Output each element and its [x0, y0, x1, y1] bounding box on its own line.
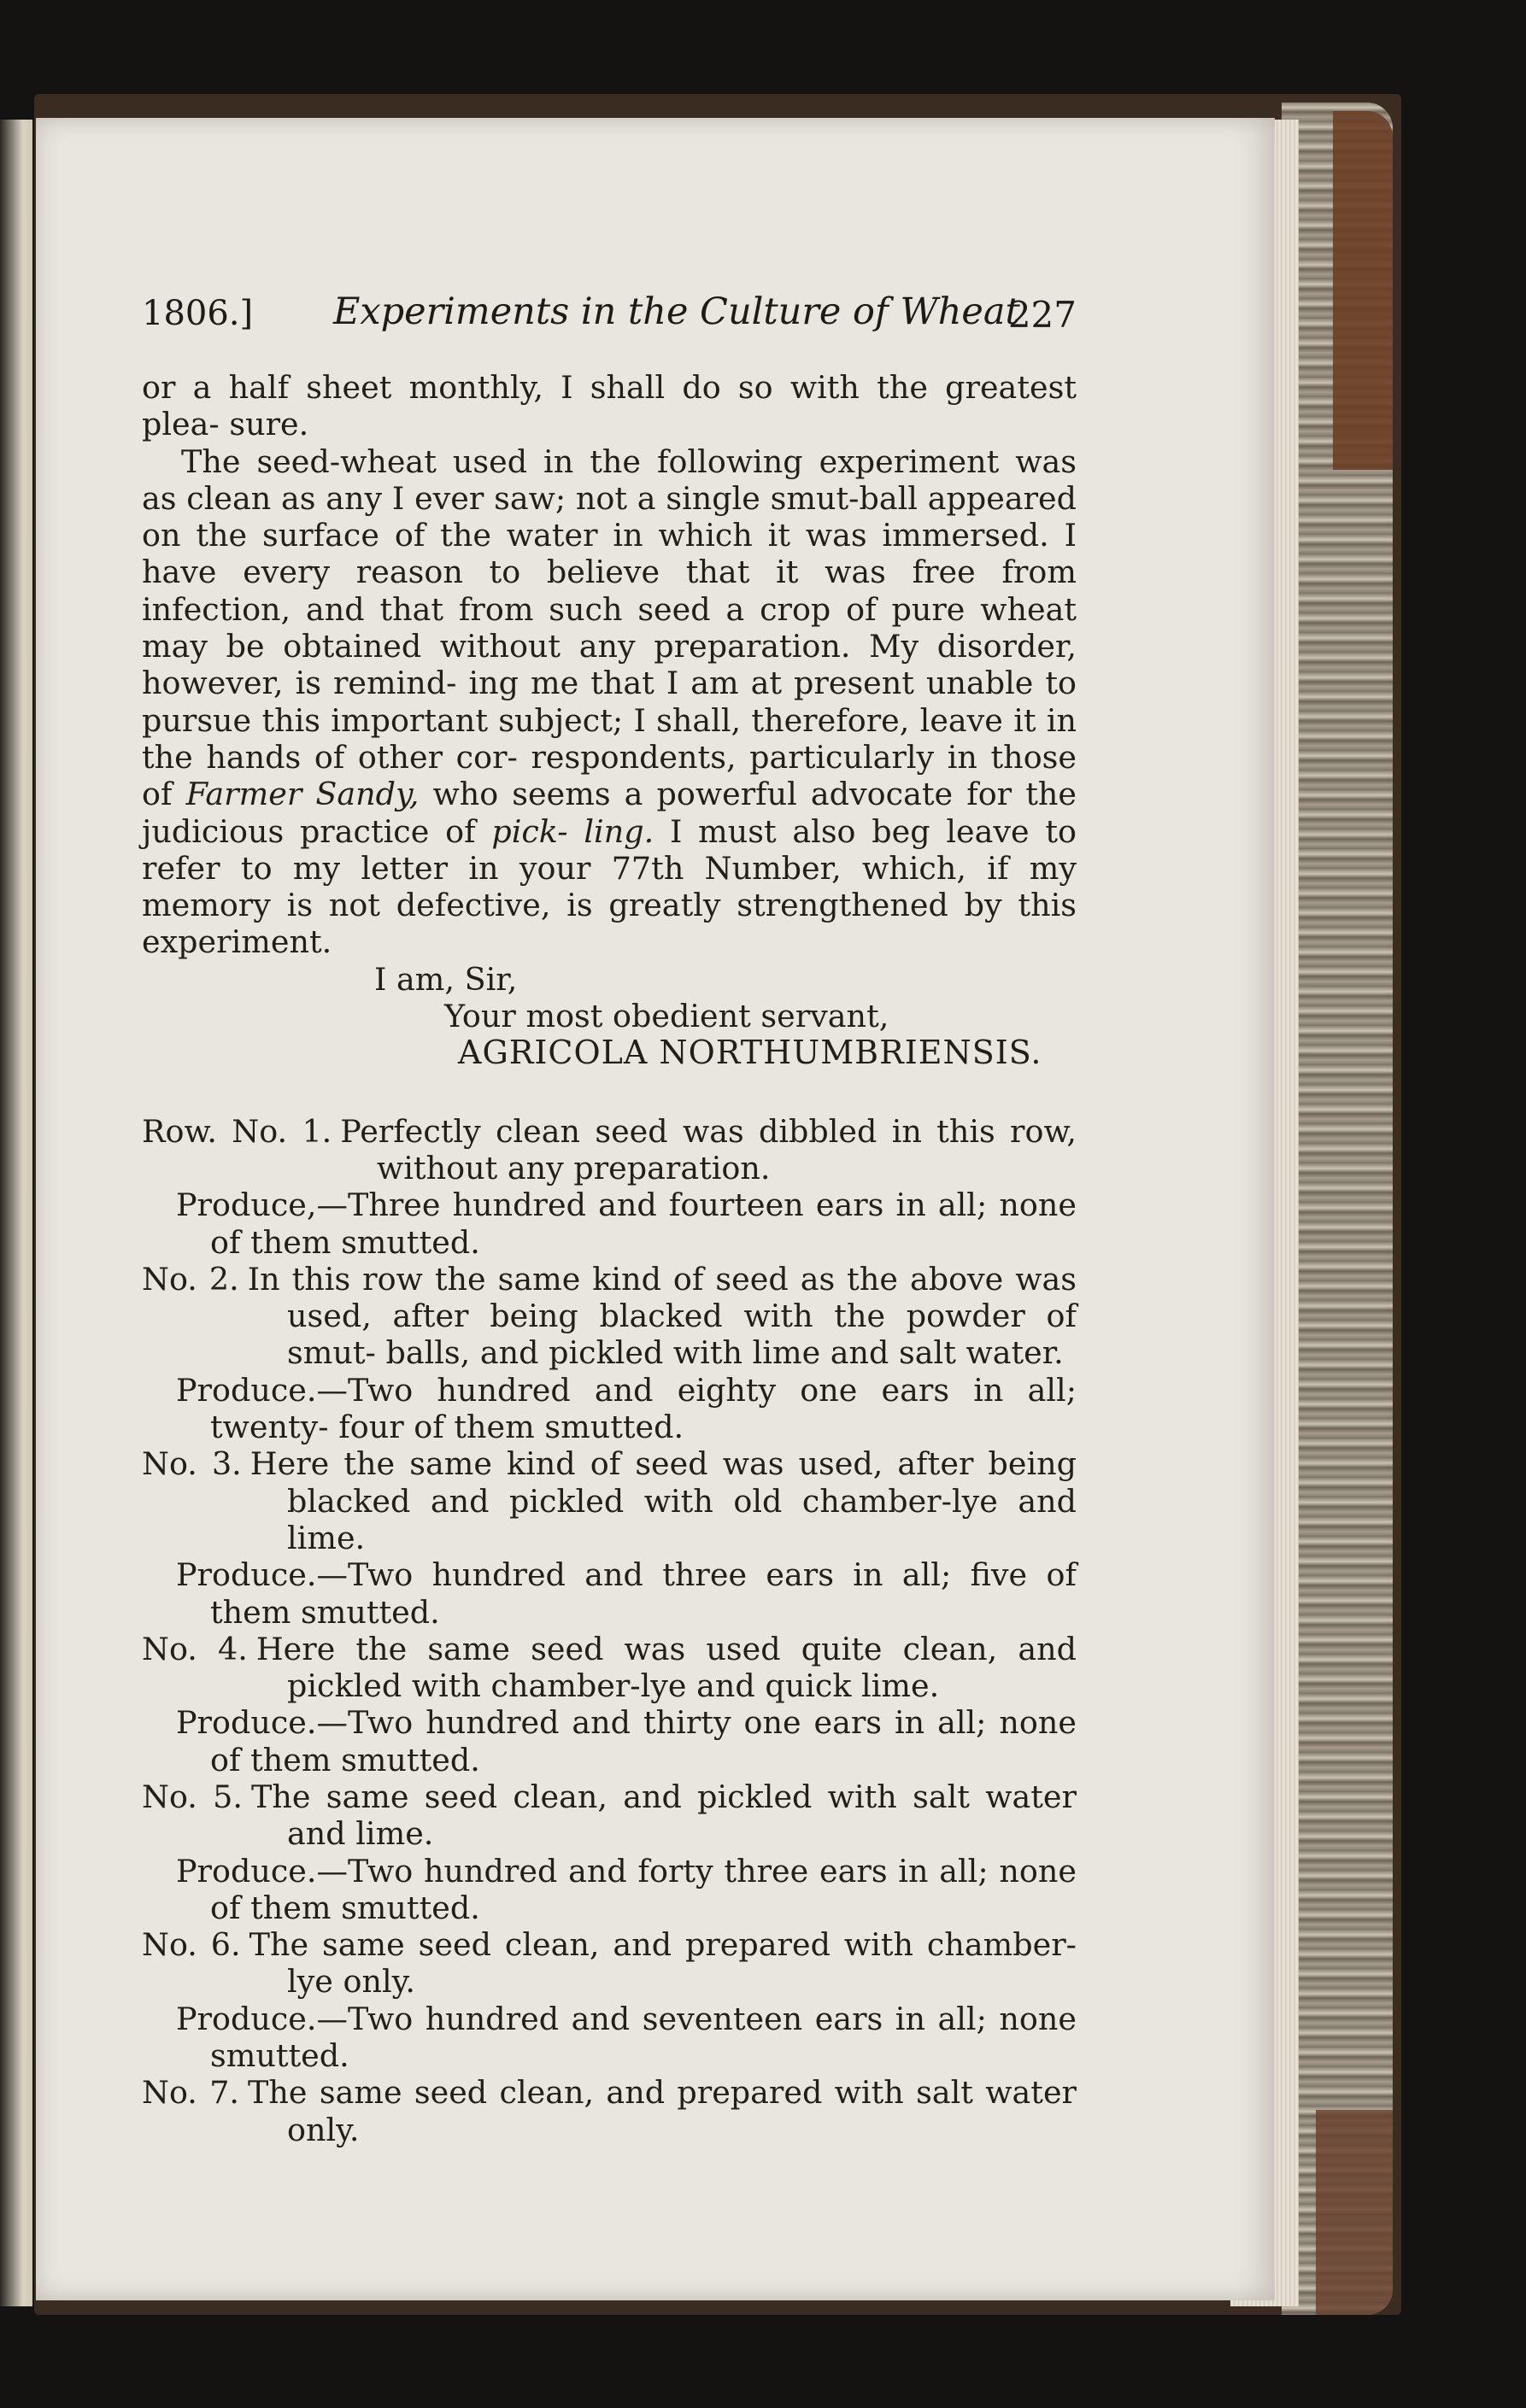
row-label: Row. No. 1. [142, 1112, 332, 1150]
para2-text-c: I must also beg leave to refer to my letter in your 77th Number, which, if my memory is not defective, is greatly strengthened by this experiment. [142, 812, 1077, 961]
header-title: Experiments in the Culture of Wheat [333, 290, 1020, 333]
row-entry [142, 1926, 1077, 2001]
row-produce: Produce.—Two hundred and forty three ears in all; none of them smutted. [176, 1852, 1077, 1926]
closing-line: I am, Sir, [374, 960, 518, 998]
row-label: No. 5. [142, 1778, 243, 1815]
valediction: Your most obedient servant, [444, 998, 889, 1035]
row-entry [142, 1261, 1077, 1372]
para2-text-b: who seems a powerful advocate for the judicious practice of [142, 776, 1077, 850]
header-year: 1806.] [142, 294, 254, 333]
row-entry [142, 1113, 1077, 1187]
row-text: In this row the same kind of seed as the above was used, after being blacked with the powder of smut- balls, and pickled with lime and salt water. [247, 1260, 1077, 1372]
row-text: The same seed clean, and prepared with salt water only. [248, 2074, 1077, 2148]
row-text: The same seed clean, and pickled with salt water and lime. [251, 1778, 1077, 1853]
row-text: The same seed clean, and prepared with chamber-lye only. [249, 1926, 1077, 2001]
farmer-sandy: Farmer Sandy, [185, 776, 420, 813]
leather-corner-top [1333, 111, 1393, 470]
letter-paragraph-2 [142, 443, 1077, 961]
row-text: Here the same seed was used quite clean, and pickled with chamber-lye and quick lime. [255, 1630, 1077, 1705]
row-produce: Produce,—Three hundred and fourteen ears in all; none of them smutted. [176, 1186, 1077, 1261]
row-entry [142, 1445, 1077, 1556]
signature: AGRICOLA NORTHUMBRIENSIS. [458, 1034, 1042, 1072]
running-header [142, 290, 1077, 342]
row-entry [142, 2074, 1077, 2148]
row-produce: Produce.—Two hundred and eighty one ears in all; twenty- four of them smutted. [176, 1371, 1077, 1446]
facing-page-edge [0, 120, 32, 2306]
row-label: No. 4. [142, 1630, 248, 1667]
letter-paragraph-1: or a half sheet monthly, I shall do so with the greatest plea- sure. [142, 369, 1077, 443]
row-entry [142, 1631, 1077, 1705]
row-text: Here the same kind of seed was used, after being blacked and pickled with old chamber-lye and lime. [249, 1445, 1077, 1556]
section-gap [142, 1072, 1077, 1113]
para2-text-a: The seed-wheat used in the following experiment was as clean as any I ever saw; not a single smut-ball appeared on the surface of the water in which it was immersed. I have every reason to believe that it was free from infection, and that from such seed a crop of pure wheat may be obtained without any preparation. My disorder, however, is remind- ing me that I am at present unable to pursue this important subject; I shall, therefore, leave it in the hands of other cor- respondents, particularly in those of [142, 442, 1077, 813]
row-label: No. 7. [142, 2074, 240, 2112]
row-label: No. 3. [142, 1445, 242, 1483]
pickling-term: pick- ling. [491, 812, 654, 850]
row-text: Perfectly clean seed was dibbled in this row, without any preparation. [340, 1112, 1077, 1186]
row-label: No. 6. [142, 1926, 241, 1964]
page-number: 227 [1007, 294, 1077, 336]
row-produce: Produce.—Two hundred and seventeen ears in all; none smutted. [176, 2000, 1077, 2075]
row-label: No. 2. [142, 1260, 239, 1298]
leather-corner-bottom [1316, 2110, 1393, 2315]
row-produce: Produce.—Two hundred and three ears in all; five of them smutted. [176, 1556, 1077, 1631]
page-body [142, 369, 1077, 2148]
row-entry [142, 1778, 1077, 1853]
row-produce: Produce.—Two hundred and thirty one ears in all; none of them smutted. [176, 1704, 1077, 1778]
